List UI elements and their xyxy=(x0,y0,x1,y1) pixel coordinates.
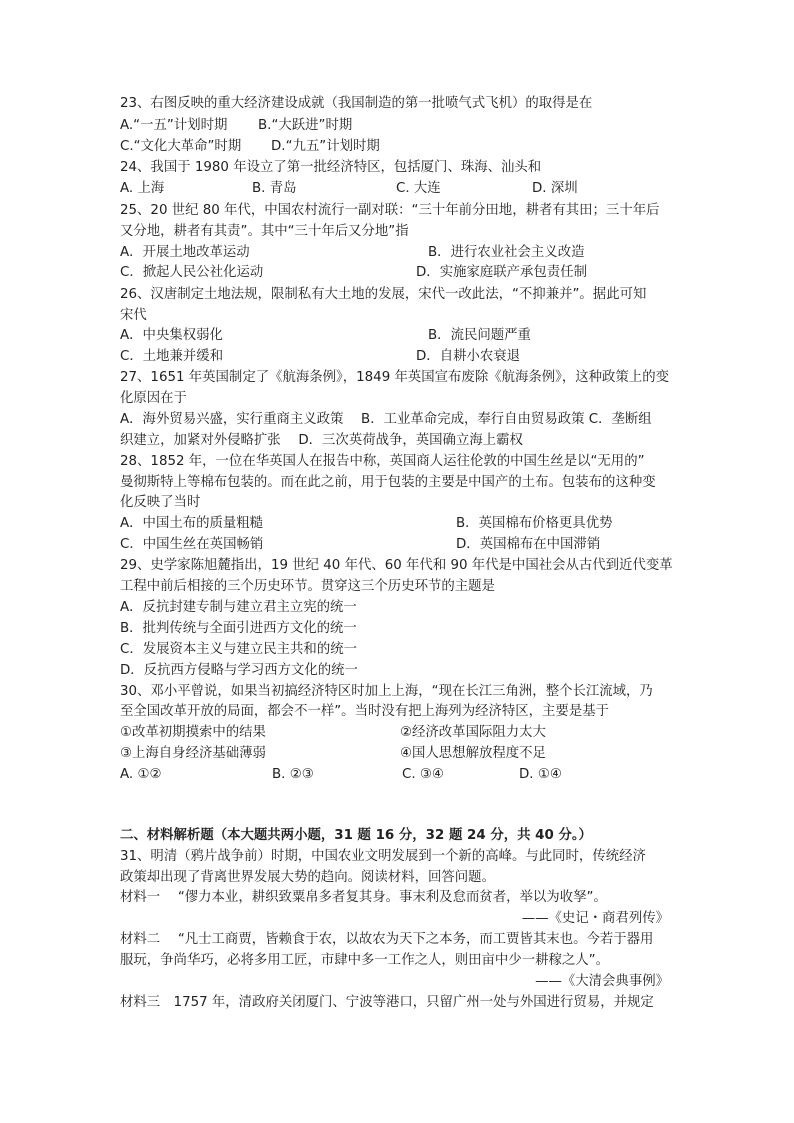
q23-option-d: D.“九五”计划时期 xyxy=(271,139,380,154)
q30-item-3: ③上海自身经济基础薄弱 xyxy=(120,746,266,761)
q28-option-c: C．中国生丝在英国畅销 xyxy=(120,537,264,552)
q30-option-b: B. ②③ xyxy=(272,767,314,782)
q26-option-d: D．自耕小农衰退 xyxy=(416,349,521,364)
q31-material-2-line-1: 材料二 “凡士工商贾，皆赖食于农，以故农为天下之本务，而工贾皆其末也。今若于器用 xyxy=(120,932,654,947)
q31-material-1-source: ——《史记・商君列传》 xyxy=(521,911,669,926)
q25-stem-1: 25、20 世纪 80 年代，中国农村流行一副对联：“三十年前分田地，耕者有其田；三十年后 xyxy=(120,203,660,218)
q25-option-a: A．开展土地改革运动 xyxy=(120,245,250,260)
q25-option-c: C．掀起人民公社化运动 xyxy=(120,265,264,280)
q23-option-b: B.“大跃进”时期 xyxy=(258,118,353,133)
q31-material-2-source: ——《大清会典事例》 xyxy=(535,974,669,989)
q24-option-c: C. 大连 xyxy=(396,181,441,196)
q31-material-1: 材料一 “僇力本业，耕织致粟帛多者复其身。事末利及怠而贫者，举以为收孥”。 xyxy=(120,890,607,905)
section-2-heading: 二、材料解析题（本大题共两小题，31 题 16 分，32 题 24 分，共 40 分。） xyxy=(120,828,592,843)
q30-stem-2: 至全国改革开放的局面，都会不一样”。当时没有把上海列为经济特区，主要是基于 xyxy=(120,704,609,719)
q26-option-b: B．流民问题严重 xyxy=(428,328,531,343)
q24-option-d: D. 深圳 xyxy=(532,181,578,196)
q31-material-3-line-1: 材料三 1757 年，清政府关闭厦门、宁波等港口，只留广州一处与外国进行贸易，并规定 xyxy=(120,995,654,1010)
q23-stem: 23、右图反映的重大经济建设成就（我国制造的第一批喷气式飞机）的取得是在 xyxy=(120,96,593,111)
q28-option-b: B．英国棉布价格更具优势 xyxy=(456,516,613,531)
q31-stem-2: 政策却出现了背离世界发展大势的趋向。阅读材料，回答问题。 xyxy=(120,870,495,885)
q29-option-c: C．发展资本主义与建立民主共和的统一 xyxy=(120,642,357,657)
q26-option-c: C．土地兼并缓和 xyxy=(120,349,224,364)
q24-option-b: B. 青岛 xyxy=(252,181,297,196)
q27-options-line-2: 织建立，加紧对外侵略扩张 D．三次英荷战争，英国确立海上霸权 xyxy=(120,433,523,448)
q29-stem-2: 工程中前后相接的三个历史环节。贯穿这三个历史环节的主题是 xyxy=(120,579,495,594)
q31-stem-1: 31、明清（鸦片战争前）时期，中国农业文明发展到一个新的高峰。与此同时，传统经济 xyxy=(120,849,646,864)
q29-stem-1: 29、史学家陈旭麓指出，19 世纪 40 年代、60 年代和 90 年代是中国社会从古代到近代变革 xyxy=(120,558,673,573)
q29-option-a: A．反抗封建专制与建立君主立宪的统一 xyxy=(120,600,357,615)
q30-item-4: ④国人思想解放程度不足 xyxy=(400,746,546,761)
q30-option-d: D. ①④ xyxy=(519,767,562,782)
q28-stem-3: 化反映了当时 xyxy=(120,495,201,510)
q28-stem-1: 28、1852 年，一位在华英国人在报告中称，英国商人运往伦敦的中国生丝是以“无用的” xyxy=(120,454,645,469)
q26-option-a: A．中央集权弱化 xyxy=(120,328,223,343)
q25-option-d: D．实施家庭联产承包责任制 xyxy=(416,265,587,280)
q27-stem-1: 27、1651 年英国制定了《航海条例》，1849 年英国宣布废除《航海条例》，这种政策上的变 xyxy=(120,370,669,385)
q30-option-c: C. ③④ xyxy=(402,767,444,782)
q25-stem-2: 又分地，耕者有其责”。其中“三十年后又分地”指 xyxy=(120,224,409,239)
q26-stem-1: 26、汉唐制定土地法规，限制私有大土地的发展，宋代一改此法，“不抑兼并”。据此可知 xyxy=(120,287,647,302)
q27-stem-2: 化原因在于 xyxy=(120,391,187,406)
q29-option-b: B．批判传统与全面引进西方文化的统一 xyxy=(120,621,357,636)
q30-stem-1: 30、邓小平曾说，如果当初搞经济特区时加上上海，“现在长江三角洲，整个长江流域，乃 xyxy=(120,684,653,699)
q27-options-line-1: A．海外贸易兴盛，实行重商主义政策 B．工业革命完成，奉行自由贸易政策 C．垄断组 xyxy=(120,412,652,427)
q31-material-2-line-2: 服玩，争尚华巧，必将多用工匠，市肆中多一工作之人，则田亩中少一耕稼之人”。 xyxy=(120,953,609,968)
q29-option-d: D．反抗西方侵略与学习西方文化的统一 xyxy=(120,663,358,678)
q25-option-b: B．进行农业社会主义改造 xyxy=(428,245,585,260)
q26-stem-2: 宋代 xyxy=(120,308,147,323)
q23-option-a: A.“一五”计划时期 xyxy=(120,118,228,133)
q23-option-c: C.“文化大革命”时期 xyxy=(120,139,242,154)
q24-stem: 24、我国于 1980 年设立了第一批经济特区，包括厦门、珠海、汕头和 xyxy=(120,160,542,175)
q30-option-a: A. ①② xyxy=(120,767,162,782)
q30-item-1: ①改革初期摸索中的结果 xyxy=(120,725,266,740)
q28-option-a: A．中国土布的质量粗糙 xyxy=(120,516,264,531)
q28-stem-2: 曼彻斯特上等棉布包装的。而在此之前，用于包装的主要是中国产的土布。包装布的这种变 xyxy=(120,475,656,490)
q28-option-d: D．英国棉布在中国滞销 xyxy=(456,537,601,552)
q24-option-a: A. 上海 xyxy=(120,181,165,196)
q30-item-2: ②经济改革国际阻力太大 xyxy=(400,725,546,740)
